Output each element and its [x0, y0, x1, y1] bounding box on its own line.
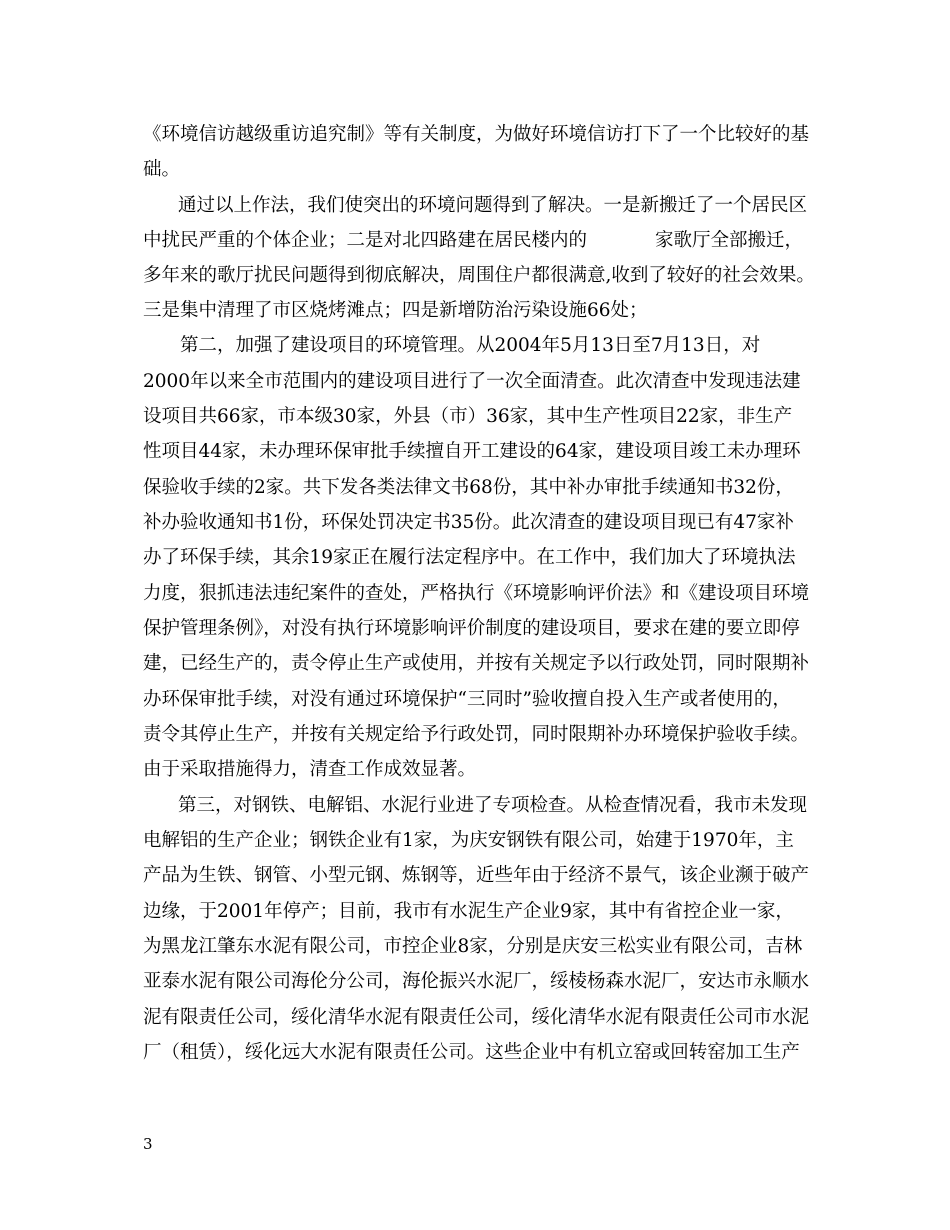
text-line: 《环境信访越级重访追究制》等有关制度，为做好环境信访打下了一个比较好的基: [143, 124, 810, 145]
text-line: 三是集中清理了市区烧烤滩点；四是新增防治污染设施66处；: [143, 300, 648, 321]
text-line: 保验收手续的2家。共下发各类法律文书68份，其中补办审批手续通知书32份，: [143, 477, 794, 498]
text-fragment: 家歌厅全部搬迁，: [655, 230, 804, 251]
page-number: 3: [143, 1135, 153, 1153]
text-line: 础。: [143, 159, 181, 180]
text-line: 厂（租赁），绥化远大水泥有限责任公司。这些企业中有机立窑或回转窑加工生产: [143, 1042, 800, 1063]
text-line: 为黑龙江肇东水泥有限公司，市控企业8家，分别是庆安三松实业有限公司，吉林: [143, 936, 803, 957]
text-line: 多年来的歌厅扰民问题得到彻底解决，周围住户都很满意,收到了较好的社会效果。: [143, 265, 815, 286]
text-line: 性项目44家，未办理环保审批手续擅自开工建设的64家，建设项目竣工未办理环: [143, 441, 801, 462]
text-line: 第二，加强了建设项目的环境管理。从2004年5月13日至7月13日，对: [180, 335, 761, 356]
text-fragment: 中扰民严重的个体企业；二是对北四路建在居民楼内的: [143, 230, 588, 251]
text-line: 办环保审批手续，对没有通过环境保护“三同时”验收擅自投入生产或者使用的，: [143, 689, 791, 710]
text-line: 力度，狠抓违法违纪案件的查处，严格执行《环境影响评价法》和《建设项目环境: [143, 583, 810, 604]
text-line: 2000年以来全市范围内的建设项目进行了一次全面清查。此次清查中发现违法建: [143, 371, 801, 392]
text-line: 保护管理条例》，对没有执行环境影响评价制度的建设项目，要求在建的要立即停: [143, 618, 800, 639]
text-line: 通过以上作法，我们使突出的环境问题得到了解决。一是新搬迁了一个居民区: [178, 195, 808, 216]
text-line: 亚泰水泥有限公司海伦分公司，海伦振兴水泥厂，绥棱杨森水泥厂，安达市永顺水: [143, 971, 810, 992]
text-line: 由于采取措施得力，清查工作成效显著。: [143, 759, 477, 780]
text-line: 边缘，于2001年停产；目前，我市有水泥生产企业9家，其中有省控企业一家，: [143, 901, 794, 922]
text-line: 设项目共66家，市本级30家，外县（市）36家，其中生产性项目22家，非生产: [143, 406, 793, 427]
text-line: 补办验收通知书1份，环保处罚决定书35份。此次清查的建设项目现已有47家补: [143, 512, 794, 533]
text-line: 泥有限责任公司，绥化清华水泥有限责任公司，绥化清华水泥有限责任公司市水泥: [143, 1007, 810, 1028]
text-line: [143, 229, 823, 253]
text-line: 电解铝的生产企业；钢铁企业有1家，为庆安钢铁有限公司，始建于1970年，主: [143, 830, 794, 851]
text-line: 第三，对钢铁、电解铝、水泥行业进了专项检查。从检查情况看，我市未发现: [178, 795, 808, 816]
text-line: 办了环保手续，其余19家正在履行法定程序中。在工作中，我们加大了环境执法: [143, 547, 796, 568]
text-line: 产品为生铁、钢管、小型元钢、炼钢等，近些年由于经济不景气，该企业濒于破产: [143, 865, 810, 886]
text-line: 责令其停止生产，并按有关规定给予行政处罚，同时限期补办环境保护验收手续。: [143, 724, 810, 745]
text-line: 建，已经生产的，责令停止生产或使用，并按有关规定予以行政处罚，同时限期补: [143, 653, 810, 674]
